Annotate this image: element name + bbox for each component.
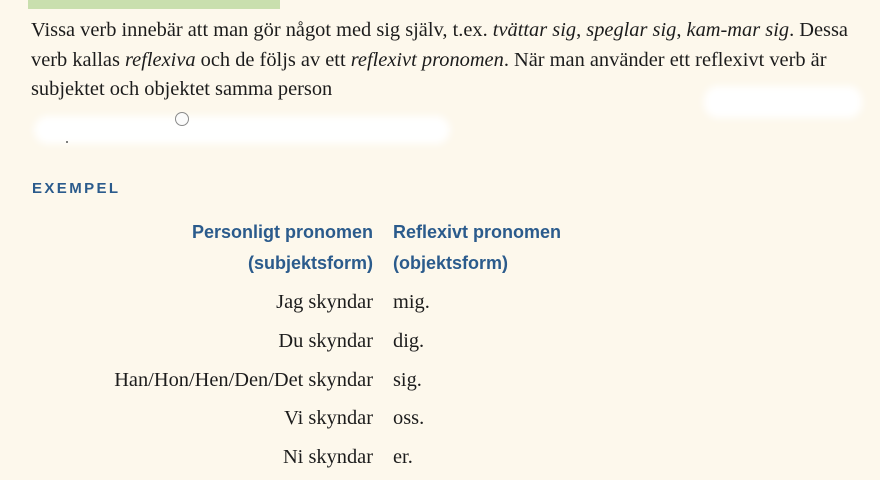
para-text-6: . När man använder ett reflexivt verb är subjektet och objektet samma person — [31, 48, 827, 100]
radio-circle-icon[interactable] — [175, 112, 189, 126]
para-italic-kammar: kam-mar sig — [686, 19, 790, 41]
para-italic-reflexiva: reflexiva — [125, 48, 196, 71]
example-row — [0, 361, 880, 399]
para-text-1: Vissa verb innebär att man gör något med sig själv, t.ex. — [31, 19, 493, 41]
column-header-reflexive — [393, 217, 561, 279]
para-text-4: . Dessa verb kallas — [31, 19, 848, 71]
example-subject: Ni skyndar — [282, 446, 373, 468]
stray-dot — [66, 141, 68, 143]
para-italic-tvattar: tvättar sig — [492, 19, 577, 41]
para-italic-reflexivt-pronomen: reflexivt pronomen — [350, 48, 504, 71]
example-row — [0, 438, 880, 476]
example-subject: Han/Hon/Hen/Den/Det skyndar — [114, 369, 373, 391]
section-heading-exempel: EXEMPEL — [32, 180, 121, 197]
para-italic-speglar: speglar sig — [586, 19, 677, 41]
example-row — [0, 283, 880, 321]
example-row — [0, 399, 880, 437]
example-subject: Du skyndar — [278, 330, 373, 352]
para-text-2: , — [576, 19, 587, 41]
redaction-blur-2 — [34, 116, 450, 144]
example-reflexive: oss. — [393, 407, 425, 429]
example-reflexive: dig. — [393, 330, 425, 352]
para-text-5: och de följs av ett — [195, 48, 351, 71]
example-subject: Jag skyndar — [276, 291, 373, 313]
example-row — [0, 322, 880, 360]
column-header-subject-line2: (subjektsform) — [247, 253, 373, 273]
example-reflexive: er. — [393, 446, 413, 468]
column-header-reflexive-line1: Reflexivt pronomen — [393, 222, 562, 242]
redaction-blur-1 — [704, 86, 862, 118]
example-subject: Vi skyndar — [284, 407, 373, 429]
example-reflexive: mig. — [393, 291, 430, 313]
column-header-reflexive-line2: (objektsform) — [393, 253, 509, 273]
column-header-subject-line1: Personligt pronomen — [191, 222, 373, 242]
para-text-3: , — [676, 19, 687, 41]
column-header-subject — [192, 217, 373, 279]
example-reflexive: sig. — [393, 369, 422, 391]
top-highlight-band — [28, 0, 280, 9]
